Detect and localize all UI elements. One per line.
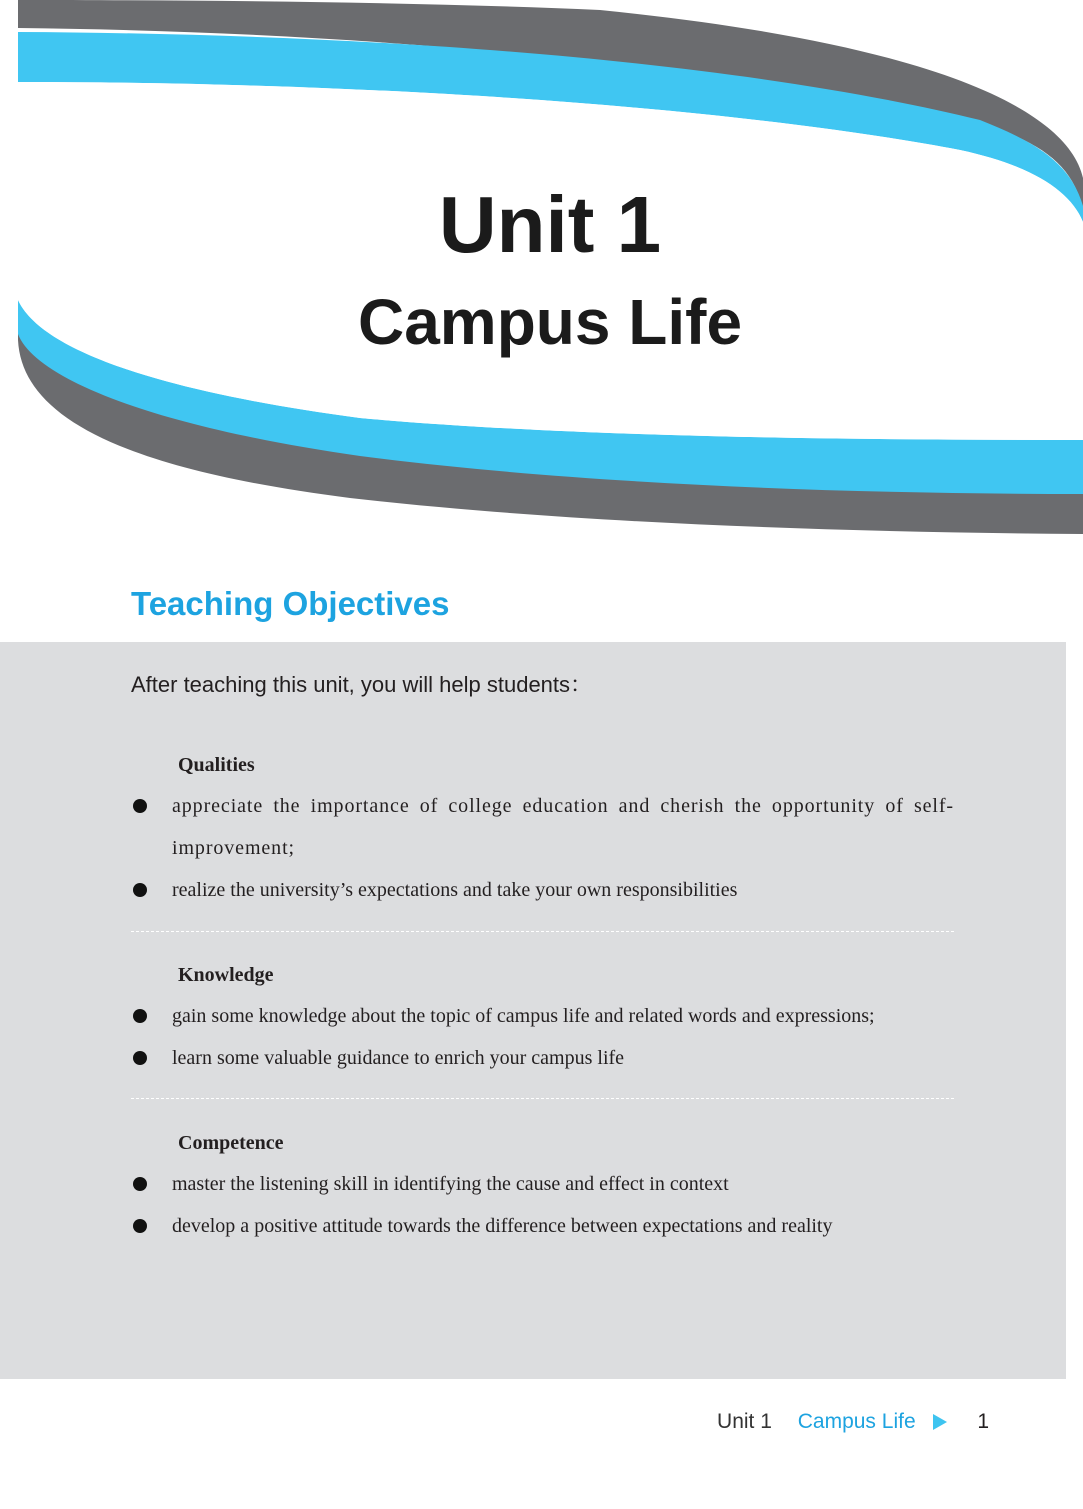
group-title-knowledge: Knowledge	[178, 964, 274, 986]
footer-unit-title: Campus Life	[797, 1410, 916, 1434]
bullet-icon	[133, 883, 147, 897]
list-item: learn some valuable guidance to enrich your campus life	[172, 1047, 625, 1069]
list-item: master the listening skill in identifying the cause and effect in context	[172, 1173, 729, 1195]
list-item: appreciate the importance of college education and cherish the opportunity of self-improvement;	[172, 795, 954, 859]
group-title-qualities: Qualities	[178, 754, 255, 776]
list-item: develop a positive attitude towards the difference between expectations and reality	[172, 1215, 833, 1237]
unit-name-title: Campus Life	[357, 286, 743, 358]
section-divider	[131, 931, 954, 932]
teaching-objectives-heading: Teaching Objectives	[131, 585, 450, 622]
section-divider	[131, 1098, 954, 1099]
bullet-icon	[133, 1177, 147, 1191]
unit-number-title: Unit 1	[438, 180, 662, 269]
header-banner	[0, 0, 1083, 540]
page-footer	[717, 1408, 989, 1436]
triangle-right-icon	[933, 1414, 947, 1430]
bullet-icon	[133, 1051, 147, 1065]
page-number: 1	[977, 1410, 989, 1434]
group-title-competence: Competence	[178, 1132, 284, 1154]
footer-unit-label: Unit 1	[717, 1410, 772, 1434]
list-item: realize the university’s expectations and take your own responsibilities	[172, 879, 738, 901]
bullet-icon	[133, 799, 147, 813]
bullet-icon	[133, 1219, 147, 1233]
list-item: gain some knowledge about the topic of campus life and related words and expressions;	[172, 1005, 875, 1027]
bullet-icon	[133, 1009, 147, 1023]
objectives-intro: After teaching this unit, you will help students：	[131, 672, 593, 697]
